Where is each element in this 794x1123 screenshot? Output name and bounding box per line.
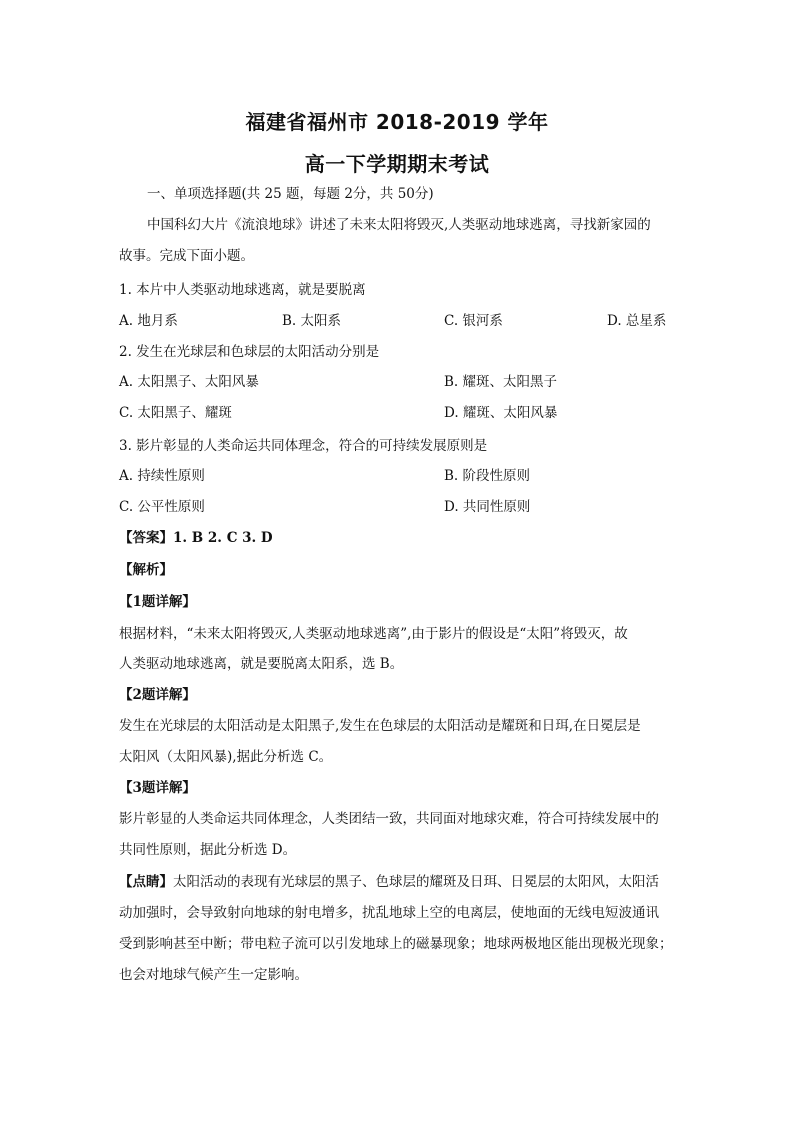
q1-detail-heading: 【1题详解】 xyxy=(119,594,196,610)
key-point-line-4: 也会对地球气候产生一定影响。 xyxy=(119,967,308,983)
q1-detail-line-1: 根据材料，“未来太阳将毁灭,人类驱动地球逃离”,由于影片的假设是“太阳”将毁灭，故 xyxy=(119,626,628,642)
intro-text-line-2: 故事。完成下面小题。 xyxy=(119,248,254,264)
q2-detail-line-1: 发生在光球层的太阳活动是太阳黑子,发生在色球层的太阳活动是耀斑和日珥,在日冕层是 xyxy=(119,718,641,734)
question-1-option-b: B. 太阳系 xyxy=(282,313,342,329)
question-1-stem: 1. 本片中人类驱动地球逃离，就是要脱离 xyxy=(119,282,366,298)
key-point-line-2: 动加强时，会导致射向地球的射电增多，扰乱地球上空的电离层，使地面的无线电短波通讯 xyxy=(119,905,659,921)
question-2-option-b: B. 耀斑、太阳黑子 xyxy=(444,374,558,390)
question-3-option-b: B. 阶段性原则 xyxy=(444,468,531,484)
key-point-line-1 xyxy=(119,873,659,891)
question-3-stem: 3. 影片彰显的人类命运共同体理念，符合的可持续发展原则是 xyxy=(119,438,488,454)
question-3-option-a: A. 持续性原则 xyxy=(119,468,205,484)
page-subtitle: 高一下学期期末考试 xyxy=(304,152,490,176)
q3-detail-line-1: 影片彰显的人类命运共同体理念，人类团结一致，共同面对地球灾难，符合可持续发展中的 xyxy=(119,811,659,827)
question-1-option-c: C. 银河系 xyxy=(444,313,503,329)
question-2-option-a: A. 太阳黑子、太阳风暴 xyxy=(119,374,259,390)
question-1-option-a: A. 地月系 xyxy=(119,313,178,329)
page-title: 福建省福州市 2018-2019 学年 xyxy=(245,110,549,134)
question-3-option-c: C. 公平性原则 xyxy=(119,499,205,515)
question-1-option-d: D. 总星系 xyxy=(607,313,667,329)
q2-detail-heading: 【2题详解】 xyxy=(119,687,196,703)
question-3-option-d: D. 共同性原则 xyxy=(444,499,531,515)
q2-detail-line-2: 太阳风（太阳风暴),据此分析选 C。 xyxy=(119,749,333,765)
analysis-heading: 【解析】 xyxy=(119,562,173,578)
answer-line: 【答案】1. B 2. C 3. D xyxy=(119,530,273,546)
question-2-option-d: D. 耀斑、太阳风暴 xyxy=(444,405,558,421)
key-point-line-3: 受到影响甚至中断；带电粒子流可以引发地球上的磁暴现象；地球两极地区能出现极光现象； xyxy=(119,936,673,952)
question-2-stem: 2. 发生在光球层和色球层的太阳活动分别是 xyxy=(119,344,380,360)
intro-text-line-1: 中国科幻大片《流浪地球》讲述了未来太阳将毁灭,人类驱动地球逃离，寻找新家园的 xyxy=(147,217,651,233)
key-point-heading: 【点睛】 xyxy=(119,874,173,890)
q3-detail-line-2: 共同性原则，据此分析选 D。 xyxy=(119,842,297,858)
q1-detail-line-2: 人类驱动地球逃离，就是要脱离太阳系，选 B。 xyxy=(119,656,404,672)
q3-detail-heading: 【3题详解】 xyxy=(119,780,196,796)
section-header: 一、单项选择题(共 25 题，每题 2分，共 50分) xyxy=(147,186,434,202)
question-2-option-c: C. 太阳黑子、耀斑 xyxy=(119,405,232,421)
key-point-text-1: 太阳活动的表现有光球层的黑子、色球层的耀斑及日珥、日冕层的太阳风，太阳活 xyxy=(173,874,659,890)
